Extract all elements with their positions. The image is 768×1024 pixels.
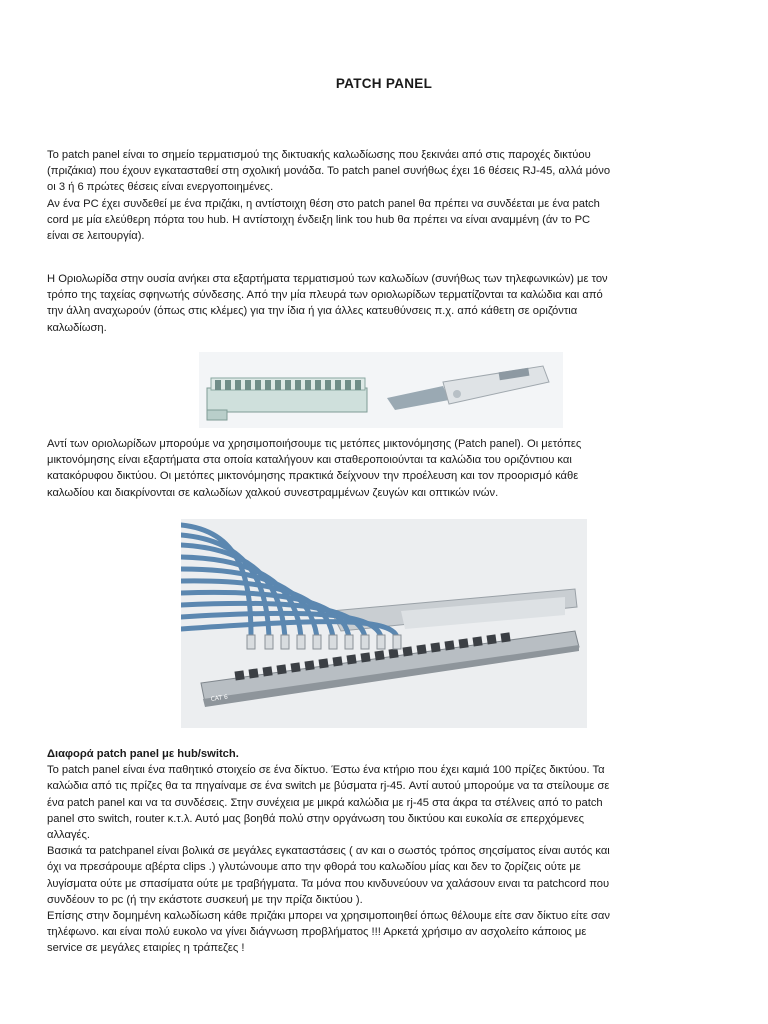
text-line: μικτονόμησης είναι εξαρτήματα στα οποία καταλήγουν και σταθεροποιούνται τα καλώδια του οριζόντιου και [47,454,572,467]
text-line: τηλέφωνο. και είναι πολύ ευκολο να γίνει διάγνωση προβλήματος !!! Αρκετά χρήσιμο αν ασχολείτο κάποιος με [47,926,587,939]
paragraph-patch-panel-vs-switch [47,746,719,957]
text-line: ένα patch panel και να τα συνδέσεις. Στην συνέχεια με μικρά καλώδια με rj-45 στα άκρα τα στέλνεις από το patch [47,796,603,809]
text-line: Αντί των οριολωρίδων μπορούμε να χρησιμοποιήσουμε τις μετόπες μικτονόμησης (Patch panel). Οι μετόπες [47,438,582,450]
paragraph-patch-panel-mounts [47,436,719,501]
text-line: την άλλη αναχωρούν (όπως στις κλέμες) για την ίδια ή για άλλες κατευθύνσεις π.χ. από κάθετη σε οριζόντια [47,305,578,318]
paragraph-terminal-strip [47,271,719,336]
text-line: κατακόρυφου δικτύου. Οι μετόπες μικτονόμησης πρακτικά δείχνουν την προέλευση και τον προορισμό κάθε [47,470,579,483]
text-line: service σε μεγάλες εταιρίες η τράπεζες ! [47,942,245,955]
text-line: είναι σε λειτουργία). [47,230,145,243]
text-line: Η Οριολωρίδα στην ουσία ανήκει στα εξαρτήματα τερματισμού των καλωδίων (συνήθως των τηλεφωνικών) με τον [47,273,608,285]
patch-panel-image [181,519,587,728]
paragraph-patch-panel-intro [47,147,719,244]
text-line: Αν ένα PC έχει συνδεθεί με ένα πριζάκι, η αντίστοιχη θέση στο patch panel θα πρέπει να συνδέεται με ένα patch [47,197,600,210]
page-title: PATCH PANEL [335,76,433,91]
text-line: καλωδίωση. [47,321,107,334]
text-line: καλωδίου και διακρίνονται σε καλωδίων χαλκού συνεστραμμένων ζευγών και οπτικών ινών. [47,486,499,499]
text-line: Το patch panel είναι το σημείο τερματισμού της δικτυακής καλωδίωσης που ξεκινάει από στις παροχές δικτύου [47,149,591,161]
text-line: λυγίσματα ούτε με σπασίματα ούτε με τραβήγματα. Τα μόνα που κινδυνεύουν να χαλάσουν ειναι τα patchcord που [47,877,610,890]
text-line: καλώδια από τις πρίζες θα τα πηγαίναμε σε ένα switch με βύσματα rj-45. Αντί αυτού μπορούμε να τα στείλουμε σε [47,780,610,793]
panel-label: CAT 6 [210,693,229,703]
text-line: (πριζάκια) που έχουν εγκατασταθεί στη σχολική μονάδα. Το patch panel συνήθως έχει 16 θέσεις RJ-45, αλλά μόνο [47,165,611,178]
text-line: όχι να πρεσάρουμε αβέρτα clips .) γλυτώνουμε απο την φθορά του καλωδίου μίας και δεν το ζορίζεις ούτε με [47,861,581,874]
terminal-strip-image [199,352,563,428]
text-line: συνδέουν το pc (ή την εκάστοτε συσκευή με την πρίζα δικτύου ). [47,893,363,906]
section-heading: Διαφορά patch panel με hub/switch. [47,748,239,760]
text-line: Το patch panel είναι ένα παθητικό στοιχείο σε ένα δίκτυο. Έστω ένα κτήριο που έχει καμιά 100 πρίζες δικτύου. Τα [47,764,605,777]
text-line: Βασικά τα patchpanel είναι βολικά σε μεγάλες εγκαταστάσεις ( αν και ο σωστός τρόπος σηςσίματος είναι αυτός και [47,845,610,858]
text-line: cord με μία ελεύθερη πόρτα του hub. Η αντίστοιχη ένδειξη link του hub θα πρέπει να είναι αναμμένη (άν το PC [47,213,591,226]
text-line: αλλαγές. [47,829,91,842]
text-line: Επίσης στην δομημένη καλωδίωση κάθε πριζάκι μπορει να χρησιμοποιηθεί όπως θέλουμε είτε σαν δίκτυο είτε σαν [47,910,610,923]
text-line: οι 3 ή 6 πρώτες θέσεις είναι ενεργοποιημένες. [47,181,274,194]
text-line: τρόπο της ταχείας σφηνωτής σύνδεσης. Από την μία πλευρά των οριολωρίδων τερματίζονται τα καλώδια και από [47,289,603,302]
text-line: panel στο switch, router κ.τ.λ. Αυτό μας βοηθά πολύ στην οργάνωση του δικτύου και ευκολία σε επερχόμενες [47,812,585,825]
